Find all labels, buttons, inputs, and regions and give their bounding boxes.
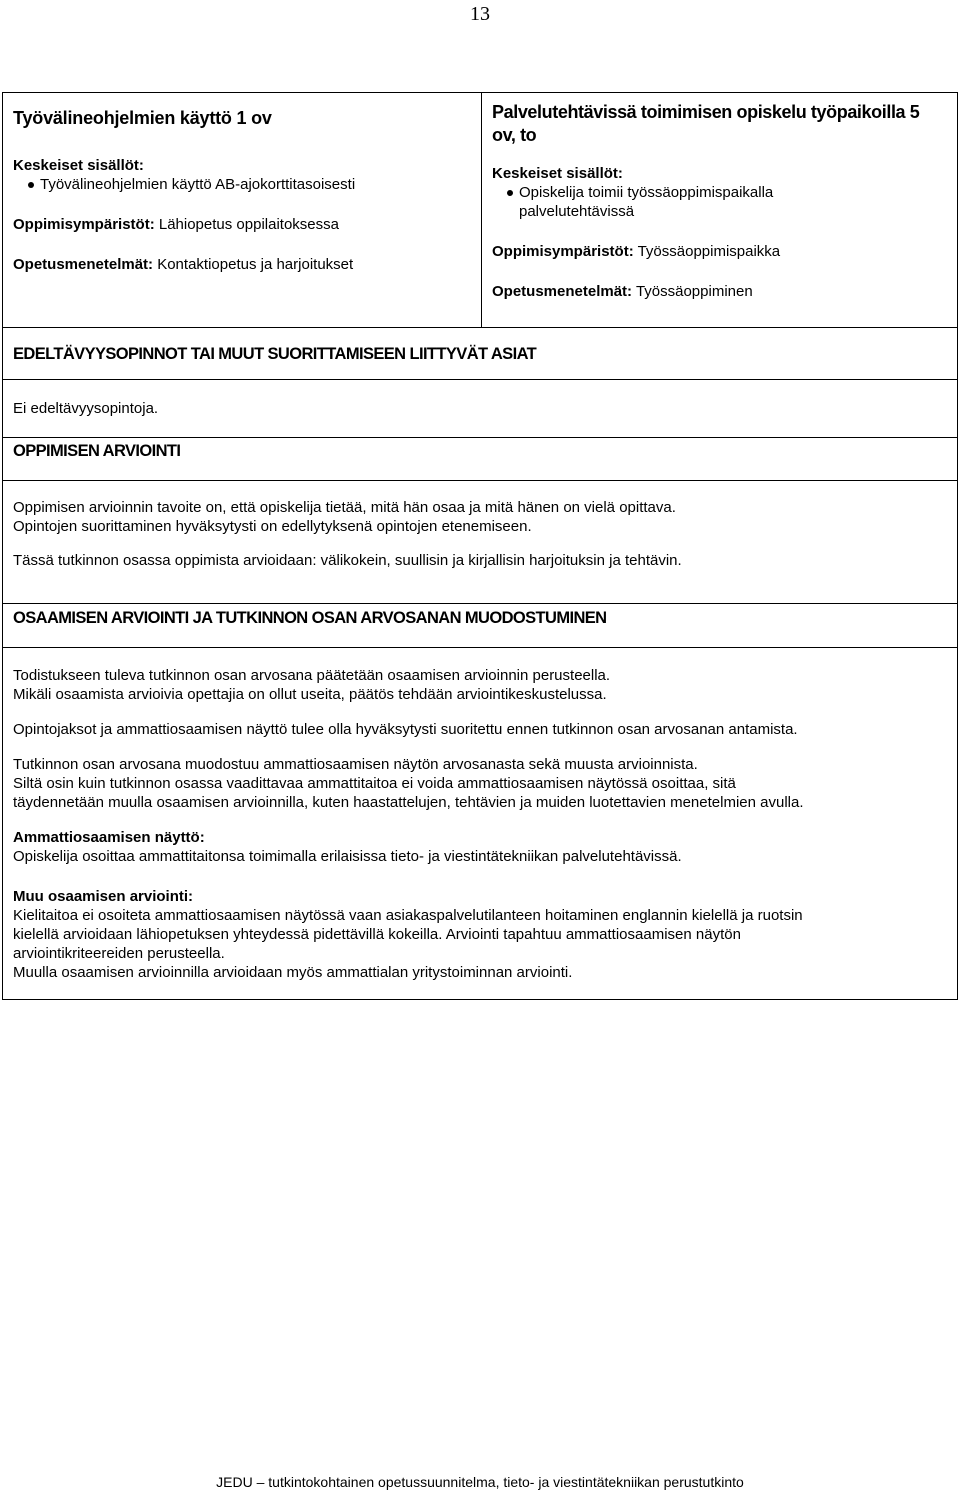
course-title: Palvelutehtävissä toimimisen opiskelu työpaikoilla 5 ov, to bbox=[492, 102, 920, 145]
assessment-heading-row bbox=[3, 437, 957, 481]
bullet-icon bbox=[507, 190, 513, 196]
page-footer: JEDU – tutkintokohtainen opetussuunnitelma, tieto- ja viestintätekniikan perustutkinto bbox=[216, 1474, 744, 1490]
competence-assessment-text: Todistukseen tuleva tutkinnon osan arvosana päätetään osaamisen arvioinnin perusteella. Mikäli osaamista arvioivia opettajia on ollut useita, päätös tehdään arviointikeskustelussa. Opintojaksot ja ammattiosaamisen näyttö tulee olla hyväksytysti suoritettu ennen tutkinnon osan arvosanan antamista. Tutkinnon osan arvosana muodostuu ammattiosaamisen näytön arvosanasta sekä muusta arvioinnista. Siltä osin kuin tutkinnon osassa vaadittavaa ammattitaitoa ei voida ammattiosaamisen näytössä osoittaa, sitä täydennetään muulla osaamisen arvioinnilla, kuten haastattelujen, tehtävien ja muiden luotettavien menetelmien avulla. Ammattiosaamisen näyttö: Opiskelija osoittaa ammattitaitonsa toimimalla erilaisissa tieto- ja viestintätekniikan palvelutehtävissä. Muu osaamisen arviointi: Kielitaitoa ei osoiteta ammattiosaamisen näytössä vaan asiakaspalvelutilanteen hoitaminen englannin kielellä ja ruotsin kielellä arvioidaan lähiopetuksen yhteydessä pidettävillä kokeilla. Arviointi tapahtuu ammattiosaamisen näytön arviointikriteereiden perusteella. Muulla osaamisen arvioinnilla arvioidaan myös ammattialan yritystoiminnan arviointi. bbox=[3, 648, 957, 999]
section-heading: OSAAMISEN ARVIOINTI JA TUTKINNON OSAN ARVOSANAN MUODOSTUMINEN bbox=[13, 609, 607, 627]
bullet-icon bbox=[28, 182, 34, 188]
key-contents-label: Keskeiset sisällöt: bbox=[492, 165, 623, 182]
section-heading: OPPIMISEN ARVIOINTI bbox=[13, 442, 181, 460]
subheading: Muu osaamisen arviointi: bbox=[13, 888, 194, 905]
course-title: Työvälineohjelmien käyttö 1 ov bbox=[13, 108, 272, 128]
key-contents-list bbox=[492, 183, 947, 221]
courses-row bbox=[3, 93, 957, 328]
competence-heading-row bbox=[3, 603, 957, 648]
course-right bbox=[482, 93, 957, 327]
curriculum-table bbox=[2, 92, 958, 1000]
environments: Oppimisympäristöt: Lähiopetus oppilaitoksessa bbox=[13, 216, 339, 233]
learning-assessment-text: Oppimisen arvioinnin tavoite on, että opiskelija tietää, mitä hän osaa ja mitä hänen on vielä opittava. Opintojen suorittaminen hyväksytysti on edellytyksenä opintojen etenemiseen. Tässä tutkinnon osassa oppimista arvioidaan: välikokein, suullisin ja kirjallisin harjoituksin ja tehtävin. bbox=[13, 499, 682, 569]
list-item: Opiskelija toimii työssäoppimispaikalla palvelutehtävissä bbox=[492, 183, 947, 221]
key-contents-label: Keskeiset sisällöt: bbox=[13, 157, 144, 174]
list-item: Työvälineohjelmien käyttö AB-ajokorttitasoisesti bbox=[13, 175, 471, 194]
page-number: 13 bbox=[470, 3, 490, 25]
section-heading: EDELTÄVYYSOPINNOT TAI MUUT SUORITTAMISEEN LIITTYVÄT ASIAT bbox=[13, 345, 537, 363]
subheading: Ammattiosaamisen näyttö: bbox=[13, 829, 205, 846]
key-contents-list bbox=[13, 175, 471, 194]
methods: Opetusmenetelmät: Työssäoppiminen bbox=[492, 283, 753, 300]
course-left bbox=[3, 93, 482, 327]
environments: Oppimisympäristöt: Työssäoppimispaikka bbox=[492, 243, 781, 260]
prerequisites-text: Ei edeltävyysopintoja. bbox=[13, 400, 159, 417]
methods: Opetusmenetelmät: Kontaktiopetus ja harjoitukset bbox=[13, 256, 354, 273]
prerequisites-heading-row bbox=[3, 328, 957, 380]
